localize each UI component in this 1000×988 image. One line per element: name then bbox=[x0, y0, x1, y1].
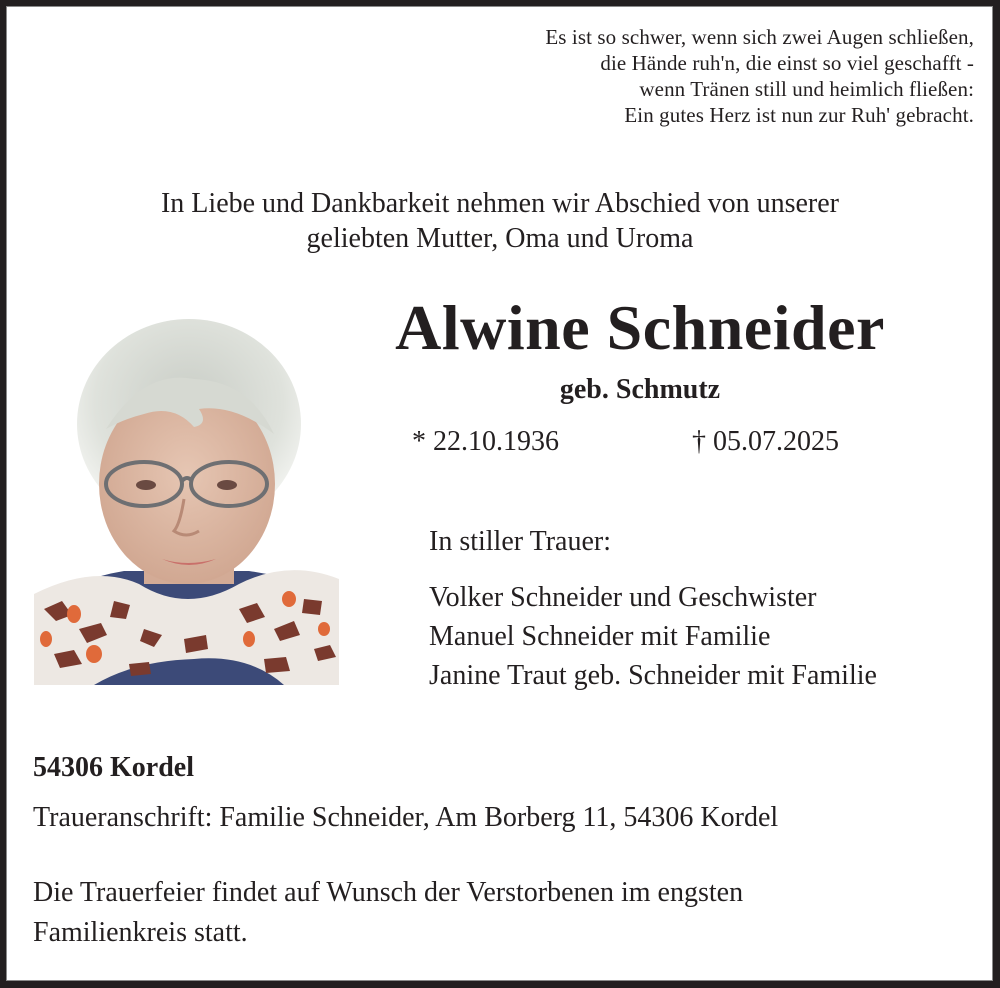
mourners-label: In stiller Trauer: bbox=[429, 526, 611, 557]
portrait-illustration bbox=[34, 309, 339, 685]
intro-text bbox=[0, 186, 1000, 256]
mourner-name: Volker Schneider und Geschwister bbox=[429, 582, 817, 613]
maiden-name: geb. Schmutz bbox=[559, 374, 721, 405]
poem bbox=[545, 24, 974, 128]
deceased-name: Alwine Schneider bbox=[395, 292, 885, 363]
poem-line: die Hände ruh'n, die einst so viel geschafft - bbox=[600, 51, 974, 75]
note-line: Die Trauerfeier findet auf Wunsch der Verstorbenen im engsten bbox=[33, 877, 744, 908]
death-date: † 05.07.2025 bbox=[692, 426, 839, 457]
intro-line: geliebten Mutter, Oma und Uroma bbox=[306, 223, 694, 254]
note-line: Familienkreis statt. bbox=[33, 917, 248, 948]
portrait-photo bbox=[34, 309, 339, 685]
funeral-note bbox=[33, 873, 743, 953]
mourners-list bbox=[429, 578, 877, 695]
intro-line: In Liebe und Dankbarkeit nehmen wir Abschied von unserer bbox=[160, 188, 839, 219]
birth-date: * 22.10.1936 bbox=[412, 426, 559, 457]
mourner-name: Manuel Schneider mit Familie bbox=[429, 621, 771, 652]
mourner-name: Janine Traut geb. Schneider mit Familie bbox=[429, 660, 877, 691]
poem-line: wenn Tränen still und heimlich fließen: bbox=[639, 77, 974, 101]
poem-line: Es ist so schwer, wenn sich zwei Augen schließen, bbox=[545, 25, 974, 49]
mourning-address: Traueranschrift: Familie Schneider, Am Borberg 11, 54306 Kordel bbox=[33, 802, 779, 833]
city-heading: 54306 Kordel bbox=[33, 752, 194, 783]
poem-line: Ein gutes Herz ist nun zur Ruh' gebracht. bbox=[624, 103, 974, 127]
